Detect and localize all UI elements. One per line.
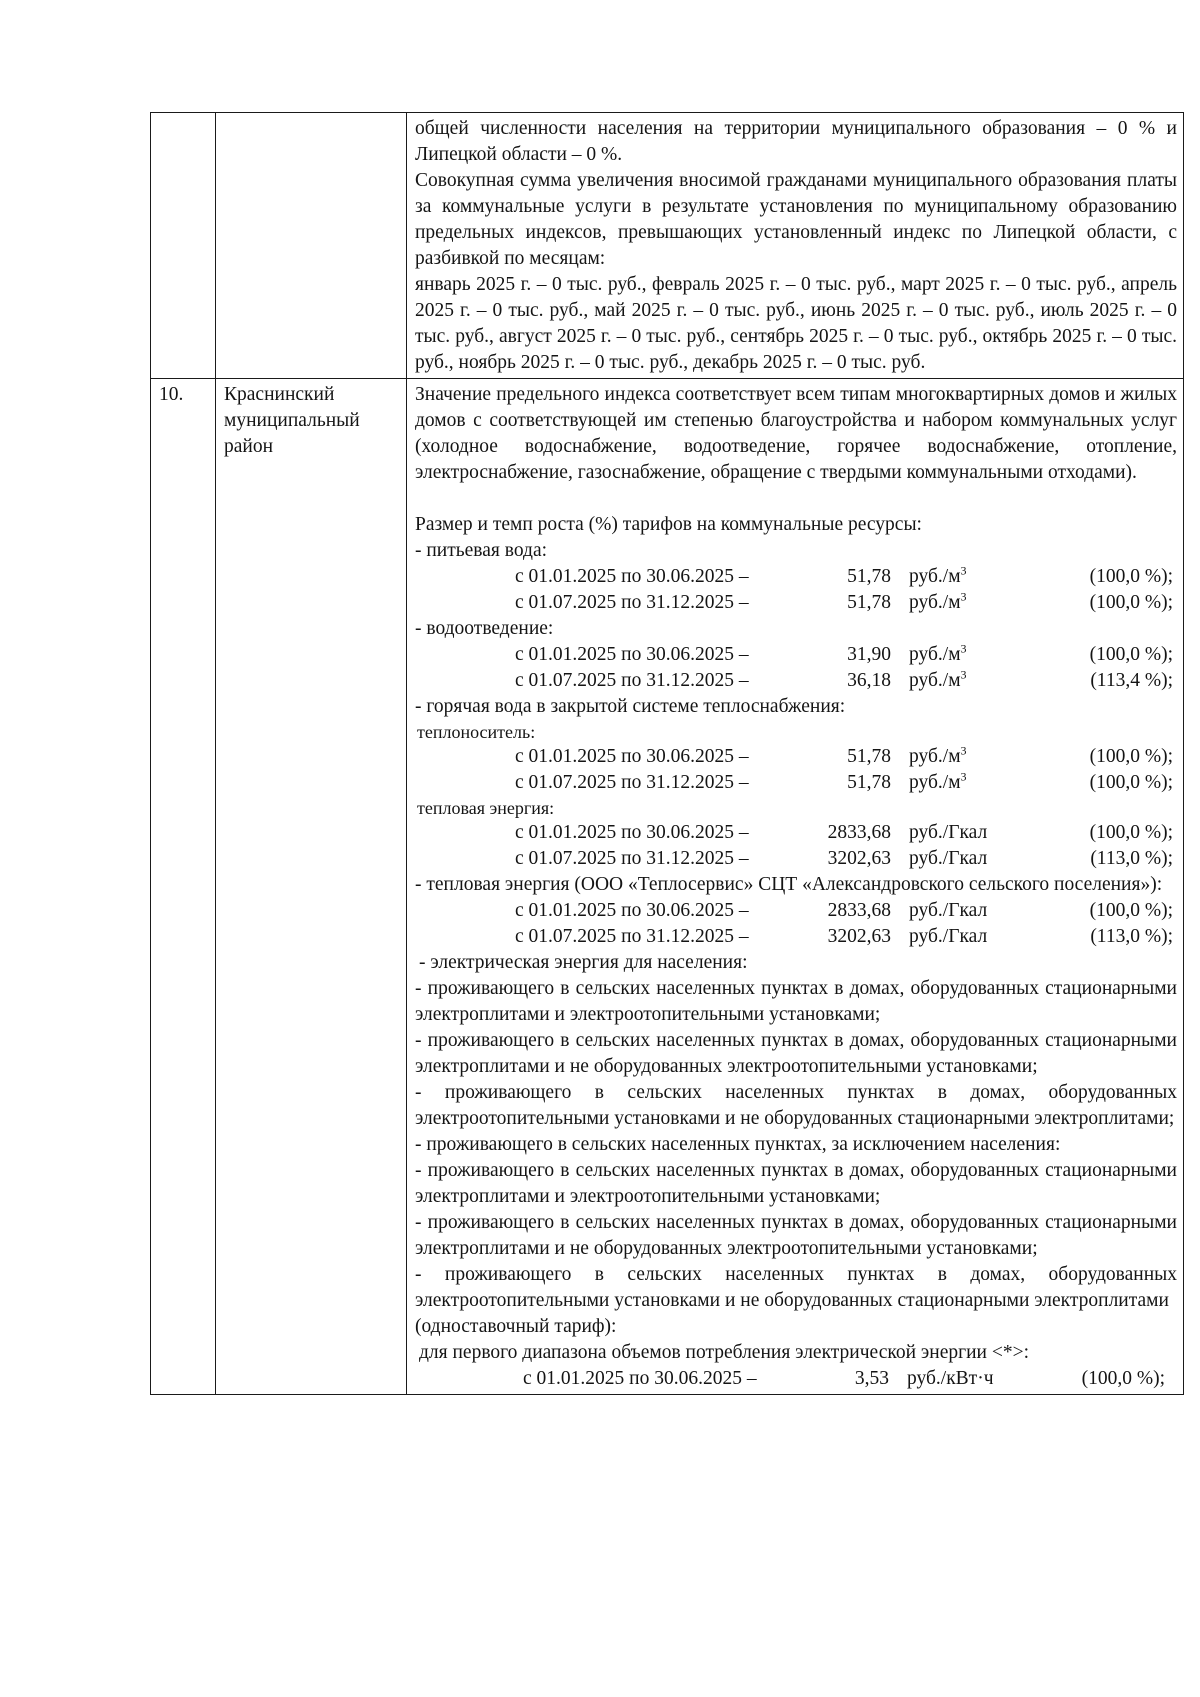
tariffs-heading: Размер и темп роста (%) тарифов на коммунальные ресурсы: <box>415 514 922 535</box>
drain-label: - водоотведение: <box>415 618 554 639</box>
tariff-growth: (100,0 %); <box>1089 772 1173 793</box>
table-row-continuation <box>151 113 1184 379</box>
municipality-name-text: Краснинский муниципальный район <box>224 384 360 457</box>
electricity-category: - проживающего в сельских населенных пунктах в домах, оборудованных стационарными электроплитами и электроотопительными установками; <box>415 1160 1177 1207</box>
tariff-period: с 01.07.2025 по 31.12.2025 – <box>515 772 749 793</box>
tariff-row <box>415 924 1177 950</box>
cell-content-row-10 <box>407 379 1184 1395</box>
tariff-unit: руб./Гкал <box>909 900 988 921</box>
tariff-unit: руб./Гкал <box>909 822 988 843</box>
tariff-growth: (100,0 %); <box>1089 592 1173 613</box>
tariff-row <box>415 898 1177 924</box>
cell-content-continuation <box>407 113 1184 379</box>
water-label: - питьевая вода: <box>415 540 548 561</box>
tariff-period: с 01.01.2025 по 30.06.2025 – <box>515 644 749 665</box>
tariff-unit: $руб./м^3$ <box>909 743 967 767</box>
paragraph-total-increase: Совокупная сумма увеличения вносимой гражданами муниципального образования платы за коммунальные услуги в результате установления по муниципальному образованию предельных индексов, превышающих установленный индекс по Липецкой области, с разбивкой по месяцам: <box>415 170 1177 269</box>
tariff-period: с 01.01.2025 по 30.06.2025 – <box>515 900 749 921</box>
tariff-growth: (100,0 %); <box>1089 566 1173 587</box>
tariff-growth: (100,0 %); <box>1089 900 1173 921</box>
tariff-table <box>150 112 1184 1395</box>
tariff-value: 3,53 <box>854 1368 889 1389</box>
paragraph-monthly-breakdown: январь 2025 г. – 0 тыс. руб., февраль 2025 г. – 0 тыс. руб., март 2025 г. – 0 тыс. руб., апрель 2025 г. – 0 тыс. руб., май 2025 г. – 0 тыс. руб., июнь 2025 г. – 0 тыс. руб., июль 2025 г. – 0 тыс. руб., август 2025 г. – 0 тыс. руб., сентябрь 2025 г. – 0 тыс. руб., октябрь 2025 г. – 0 тыс. руб., ноябрь 2025 г. – 0 тыс. руб., декабрь 2025 г. – 0 тыс. руб. <box>415 274 1177 373</box>
tariff-period: с 01.07.2025 по 31.12.2025 – <box>515 848 749 869</box>
tariff-growth: (113,0 %); <box>1090 848 1173 869</box>
electricity-label: - электрическая энергия для населения: <box>419 952 748 973</box>
tariff-value: 36,18 <box>847 670 891 691</box>
spacer <box>415 486 1177 512</box>
tariff-row <box>415 642 1177 668</box>
tariff-period: с 01.01.2025 по 30.06.2025 – <box>515 822 749 843</box>
tariff-value: 3202,63 <box>827 848 891 869</box>
tariff-row <box>415 744 1177 770</box>
cell-name-empty <box>216 113 407 379</box>
tariff-growth: (100,0 %); <box>1089 822 1173 843</box>
tariff-unit: $руб./м^3$ <box>909 563 967 587</box>
tariff-unit: $руб./м^3$ <box>909 589 967 613</box>
tariff-value: 31,90 <box>847 644 891 665</box>
tariff-growth: (113,4 %); <box>1090 670 1173 691</box>
electricity-category: - проживающего в сельских населенных пунктах в домах, оборудованных стационарными электроплитами и не оборудованных электроотопительными установками; <box>415 1212 1177 1259</box>
tariff-row <box>415 564 1177 590</box>
tariff-row <box>415 770 1177 796</box>
tariff-unit: руб./Гкал <box>909 926 988 947</box>
tariff-value: 3202,63 <box>827 926 891 947</box>
first-range-label: для первого диапазона объемов потребления электрической энергии <*>: <box>419 1342 1030 1363</box>
tariff-unit: $руб./м^3$ <box>909 667 967 691</box>
tariff-row <box>415 1366 1177 1392</box>
tariff-period: с 01.01.2025 по 30.06.2025 – <box>523 1368 757 1389</box>
tariff-period: с 01.01.2025 по 30.06.2025 – <box>515 746 749 767</box>
tariff-growth: (100,0 %); <box>1089 746 1173 767</box>
electricity-category: - проживающего в сельских населенных пунктах в домах, оборудованных электроотопительными установками и не оборудованных стационарными электроплитами; <box>415 1082 1177 1129</box>
tariff-unit: руб./Гкал <box>909 848 988 869</box>
single-rate-note: (одноставочный тариф): <box>415 1316 617 1337</box>
tariff-unit: $руб./м^3$ <box>909 769 967 793</box>
tariff-growth: (100,0 %); <box>1089 644 1173 665</box>
tariff-growth: (113,0 %); <box>1090 926 1173 947</box>
tariff-unit: $руб./м^3$ <box>909 641 967 665</box>
electricity-category: - проживающего в сельских населенных пунктах в домах, оборудованных электроотопительными установками и не оборудованных стационарными электроплитами <box>415 1264 1177 1311</box>
tariff-row <box>415 668 1177 694</box>
tariff-period: с 01.01.2025 по 30.06.2025 – <box>515 566 749 587</box>
tariff-value: 51,78 <box>847 592 891 613</box>
electricity-category: - проживающего в сельских населенных пунктах в домах, оборудованных стационарными электроплитами и электроотопительными установками; <box>415 978 1177 1025</box>
tariff-value: 51,78 <box>847 746 891 767</box>
tariff-growth: (100,0 %); <box>1081 1368 1165 1389</box>
tariff-period: с 01.07.2025 по 31.12.2025 – <box>515 670 749 691</box>
electricity-category: - проживающего в сельских населенных пунктах, за исключением населения: <box>415 1134 1061 1155</box>
heat-label: тепловая энергия: <box>417 798 555 818</box>
row-number: 10. <box>151 379 216 1395</box>
tariff-row <box>415 590 1177 616</box>
tariff-row <box>415 820 1177 846</box>
cell-number-empty <box>151 113 216 379</box>
tariff-value: 51,78 <box>847 566 891 587</box>
carrier-label: теплоноситель: <box>417 722 536 742</box>
tariff-row <box>415 846 1177 872</box>
electricity-category: - проживающего в сельских населенных пунктах в домах, оборудованных стационарными электроплитами и не оборудованных электроотопительными установками; <box>415 1030 1177 1077</box>
tariff-period: с 01.07.2025 по 31.12.2025 – <box>515 926 749 947</box>
tariff-value: 2833,68 <box>827 900 891 921</box>
heat2-label: - тепловая энергия (ООО «Теплосервис» СЦТ «Александровского сельского поселения»): <box>415 874 1163 895</box>
tariff-unit: руб./кВт·ч <box>907 1368 994 1389</box>
tariff-value: 2833,68 <box>827 822 891 843</box>
hot-water-label: - горячая вода в закрытой системе теплоснабжения: <box>415 696 846 717</box>
tariff-period: с 01.07.2025 по 31.12.2025 – <box>515 592 749 613</box>
paragraph-index-intro: Значение предельного индекса соответствует всем типам многоквартирных домов и жилых домов с соответствующей им степенью благоустройства и набором коммунальных услуг (холодное водоснабжение, водоотведение, горячее водоснабжение, отопление, электроснабжение, газоснабжение, обращение с твердыми коммунальными отходами). <box>415 384 1177 483</box>
table-row-10 <box>151 379 1184 1395</box>
paragraph-population-share: общей численности населения на территории муниципального образования – 0 % и Липецкой области – 0 %. <box>415 118 1177 165</box>
tariff-value: 51,78 <box>847 772 891 793</box>
municipality-name <box>216 379 407 1395</box>
